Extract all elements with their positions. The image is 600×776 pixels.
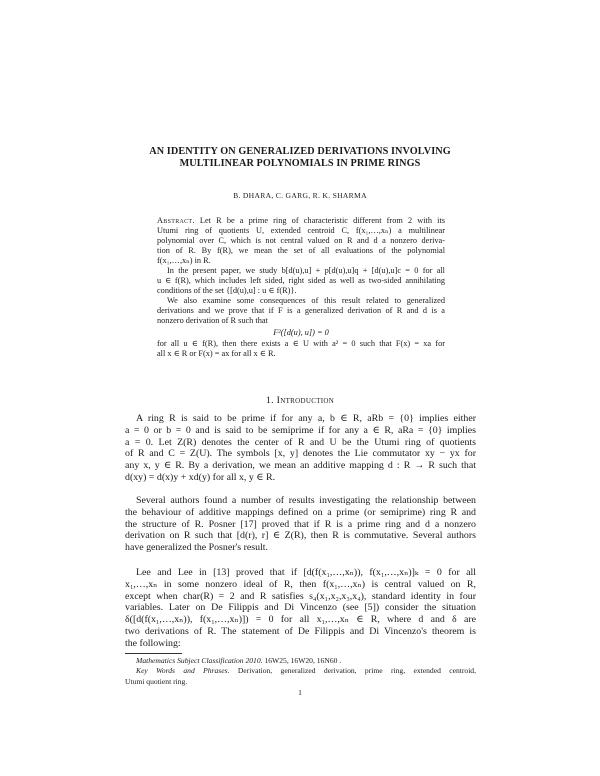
text-line: MULTILINEAR POLYNOMIALS IN PRIME RINGS [179,158,421,169]
text-line: derivations and we prove that if F is a generalized derivation of R and d is a [157,306,445,315]
text-line: any x, y ∈ R. By a derivation, we mean an additive mapping d : R → R such that [125,460,476,472]
abstract-label: Abstract. [157,216,195,225]
text-line: all x ∈ R or F(x) = ax for all x ∈ R. [157,349,276,358]
text-line: two derivations of R. The statement of De Filippis and Di Vincenzo's theorem is [125,625,476,637]
keywords-label: Key Words and Phrases. [136,666,230,675]
text-line: for all u ∈ f(R), then there exists a ∈ U with a² = 0 such that F(x) = xa for [157,339,445,348]
abstract-paragraph-2 [157,266,445,296]
text-line: except when char(R) = 2 and R satisfies s₄(x₁,x₂,x₃,x₄), standard identity in four [125,590,476,602]
keywords-text-cont: Utumi quotient ring. [125,676,188,686]
text-line: Lee and Lee in [13] proved that if [d(f(x₁,…,xₙ)), f(x₁,…,xₙ)]ₖ = 0 for all [136,567,476,578]
text-line: Several authors found a number of results investigating the relationship between [136,495,476,506]
text-line: In the present paper, we study b[d(u),u] + p[d(u),u]q + [d(u),u]c = 0 for all [167,266,445,275]
abstract-equation: F²([d(u), u]) = 0 [273,328,329,337]
abstract-paragraph-3-cont [157,339,445,359]
authors: B. DHARA, C. GARG, R. K. SHARMA [233,191,367,200]
text-line: u ∈ f(R), which includes left sided, right sided as well as two-sided annihilating [157,276,445,285]
text-line: f(x₁,…,xₙ) in R. [157,256,211,265]
text-line: We also examine some consequences of this result related to generalized [167,296,445,305]
paper-title [100,146,500,170]
text-line: variables. Later on De Filippis and Di Vincenzo (see [5]) consider the situation [125,602,476,614]
abstract-paragraph-1 [157,226,445,266]
footnote-keywords [125,666,476,687]
page-number: 1 [298,688,302,697]
msc-label: Mathematics Subject Classification 2010. [136,656,263,665]
text-line: tion of R. By f(R), we mean the set of all evaluations of the polynomial [157,246,445,255]
text-line: nonzero derivation of R such that [157,316,268,325]
keywords-text: Derivation, generalized derivation, prime ring, extended centroid, [229,666,476,675]
footnote-rule [125,653,182,654]
text-line: the behaviour of additive mappings defined on a prime (or semiprime) ring R and [125,506,476,518]
msc-value: 16W25, 16W20, 16N60 . [262,656,342,665]
text-line: have generalized the Posner's result. [125,542,268,554]
text-line: conditions of the set {[d(u),u] : u ∈ f(R)}. [157,286,297,295]
intro-paragraph-2 [125,495,476,554]
text-line: derivation on R such that [d(r), r] ∈ Z(R), then R is commutative. Several authors [125,530,476,542]
text-line: a = 0. Let Z(R) denotes the center of R and U be the Utumi ring of quotients [125,436,476,448]
footnote-msc [125,656,476,667]
abstract-paragraph-3 [157,296,445,326]
text-line: the following: [125,637,181,649]
section-heading: 1. Introduction [265,395,335,406]
intro-paragraph-1 [125,413,476,484]
intro-paragraph-3 [125,567,476,650]
text-line: of R and C = Z(U). The symbols [x, y] denotes the Lie commutator xy − yx for [125,448,476,460]
text-line: A ring R is said to be prime if for any a, b ∈ R, aRb = {0} implies either [136,413,476,424]
text-line: a = 0 or b = 0 and is said to be semiprime if for any a ∈ R, aRa = {0} implies [125,424,476,436]
text-line: the structure of R. Posner [17] proved that if R is a prime ring and d a nonzero [125,518,476,530]
text-line: polynomial over C, which is not central valued on R and d a nonzero deriva- [157,236,445,245]
text-line: AN IDENTITY ON GENERALIZED DERIVATIONS INVOLVING [149,146,451,157]
abstract-first-line [157,216,445,226]
text-line: Utumi ring of quotients U, extended centroid C, f(x₁,…,xₙ) a multilinear [157,226,445,235]
abstract-text: Let R be a prime ring of characteristic different from 2 with its [194,216,445,225]
text-line: d(xy) = d(x)y + xd(y) for all x, y ∈ R. [125,471,276,483]
text-line: x₁,…,xₙ in some nonzero ideal of R, then f(x₁,…,xₙ) is central valued on R, [125,578,476,590]
text-line: δ([d(f(x₁,…,xₙ)), f(x₁,…,xₙ)]) = 0 for all x₁,…,xₙ ∈ R, where d and δ are [125,614,476,626]
